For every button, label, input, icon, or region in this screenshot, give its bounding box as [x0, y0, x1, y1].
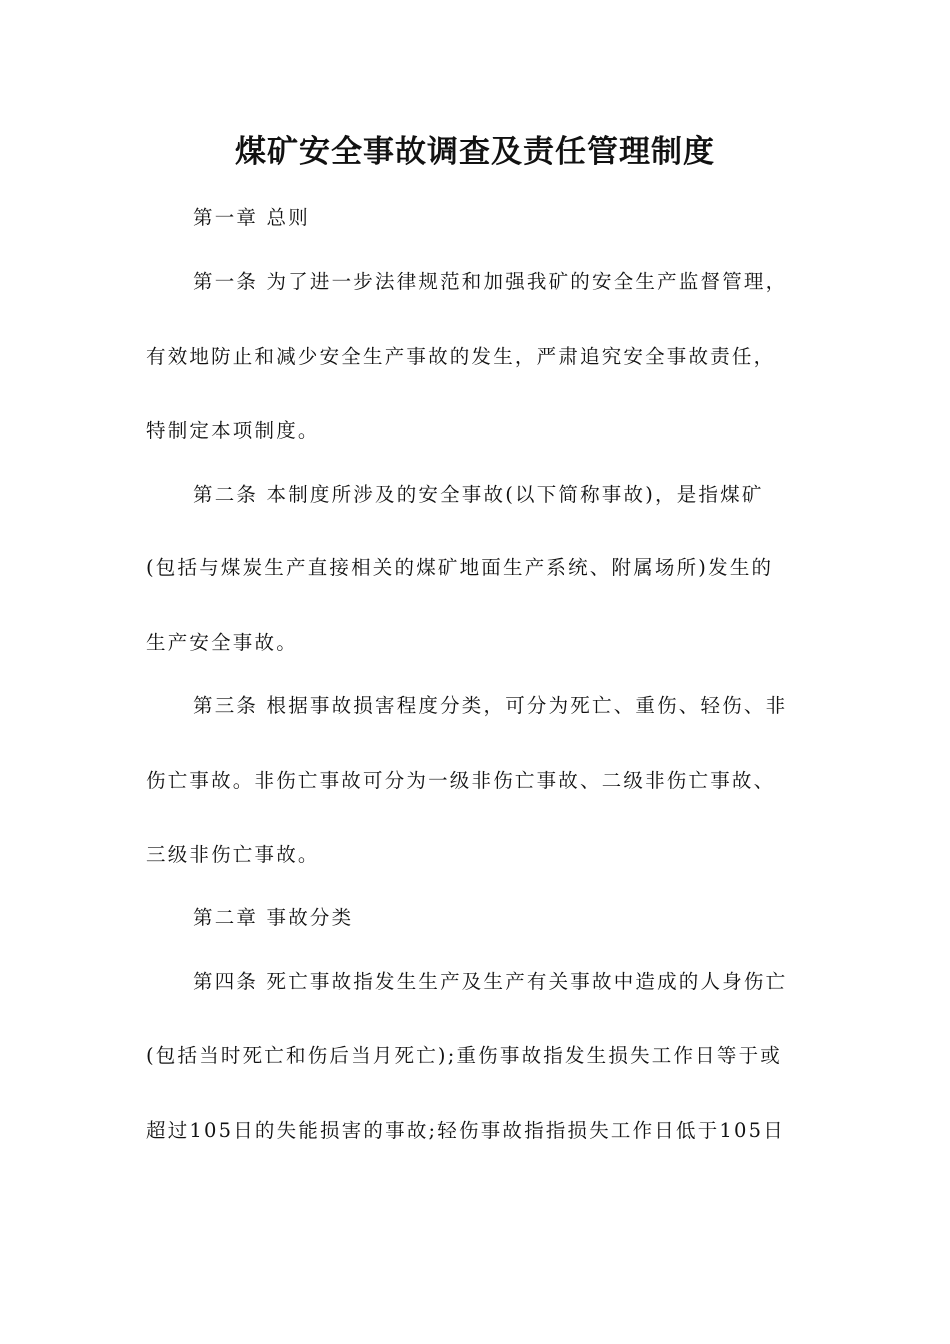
paragraph-line: 超过105日的失能损害的事故;轻伤事故指指损失工作日低于105日 [146, 1119, 785, 1142]
paragraph-line: (包括与煤炭生产直接相关的煤矿地面生产系统、附属场所)发生的 [146, 556, 774, 579]
paragraph-line: 第三条 根据事故损害程度分类，可分为死亡、重伤、轻伤、非 [193, 694, 788, 717]
paragraph-line: 有效地防止和减少安全生产事故的发生，严肃追究安全事故责任， [146, 345, 776, 368]
paragraph-line: 生产安全事故。 [146, 631, 298, 654]
paragraph-line: 第四条 死亡事故指发生生产及生产有关事故中造成的人身伤亡 [193, 970, 788, 993]
paragraph-line: 伤亡事故。非伤亡事故可分为一级非伤亡事故、二级非伤亡事故、 [146, 769, 776, 792]
chapter-heading-2: 第二章 事故分类 [193, 906, 354, 929]
document-title: 煤矿安全事故调查及责任管理制度 [235, 134, 715, 170]
paragraph-line: 第一条 为了进一步法律规范和加强我矿的安全生产监督管理， [193, 270, 788, 293]
chapter-heading-1: 第一章 总则 [193, 206, 310, 229]
paragraph-line: 第二条 本制度所涉及的安全事故(以下简称事故)，是指煤矿 [193, 483, 764, 506]
paragraph-line: 三级非伤亡事故。 [146, 843, 320, 866]
paragraph-line: (包括当时死亡和伤后当月死亡);重伤事故指发生损失工作日等于或 [146, 1044, 782, 1067]
paragraph-line: 特制定本项制度。 [146, 419, 320, 442]
